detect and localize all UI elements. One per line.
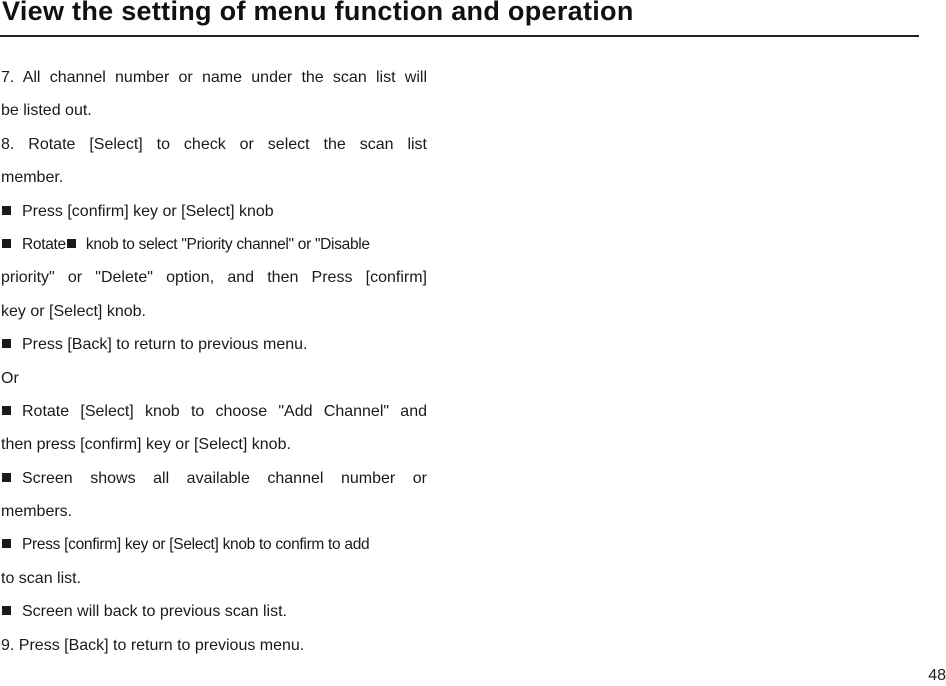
- bullet-text: Press [confirm] key or [Select] knob to confirm to add: [22, 536, 370, 554]
- bullet-continuation-line: then press [confirm] key or [Select] knob.: [1, 436, 291, 454]
- bullet-text: Press [confirm] key or [Select] knob: [22, 202, 274, 220]
- title-divider: [0, 35, 919, 37]
- page-number: 48: [928, 667, 946, 684]
- manual-content: [1, 61, 427, 662]
- step-7-line-2: be listed out.: [1, 102, 92, 120]
- square-bullet-icon: [2, 339, 11, 348]
- bullet-item-screen-shows: [1, 462, 427, 495]
- bullet-item-confirm-add: [1, 528, 427, 561]
- bullet-text: Screen shows all available channel number or: [22, 469, 427, 487]
- square-bullet-icon: [67, 239, 76, 248]
- bullet-continuation-line: members.: [1, 503, 73, 521]
- bullet-item-rotate-priority: [1, 228, 427, 261]
- square-bullet-icon: [2, 606, 11, 615]
- square-bullet-icon: [2, 473, 11, 482]
- bullet-item-press-back: [1, 328, 427, 361]
- bullet-continuation-line: to scan list.: [1, 569, 82, 587]
- bullet-item-press-confirm: [1, 195, 427, 228]
- square-bullet-icon: [2, 206, 11, 215]
- square-bullet-icon: [2, 239, 11, 248]
- square-bullet-icon: [2, 539, 11, 548]
- step-9-line: 9. Press [Back] to return to previous menu.: [1, 636, 305, 654]
- step-8-line-2: member.: [1, 169, 64, 187]
- bullet-item-add-channel: [1, 395, 427, 428]
- page-title: View the setting of menu function and operation: [2, 0, 634, 26]
- bullet-text-pre: Rotate: [22, 235, 66, 253]
- square-bullet-icon: [2, 406, 11, 415]
- step-8-line-1: 8. Rotate [Select] to check or select the scan list: [1, 135, 427, 153]
- or-separator: Or: [1, 369, 19, 387]
- bullet-continuation-line: priority" or "Delete" option, and then Press [confirm]: [1, 269, 427, 287]
- bullet-continuation-line: key or [Select] knob.: [1, 302, 146, 320]
- bullet-text: Rotate [Select] knob to choose "Add Channel" and: [22, 402, 427, 420]
- bullet-text: Press [Back] to return to previous menu.: [22, 336, 308, 354]
- bullet-item-screen-back: [1, 595, 427, 628]
- bullet-text: Screen will back to previous scan list.: [22, 603, 287, 621]
- step-7-line-1: 7. All channel number or name under the scan list will: [1, 69, 427, 86]
- bullet-text-post: knob to select "Priority channel" or "Disable: [85, 235, 370, 253]
